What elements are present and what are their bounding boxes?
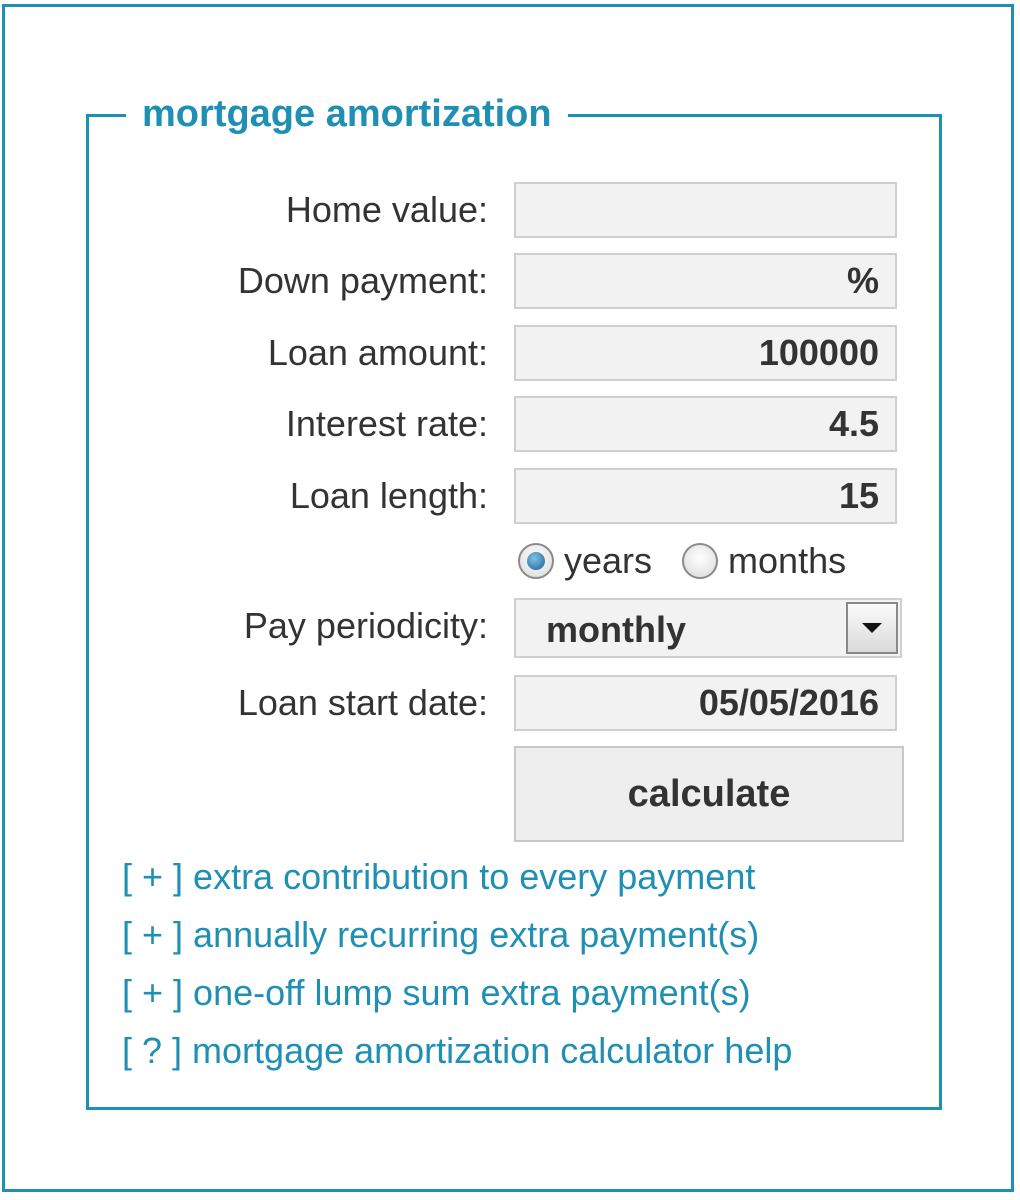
pay-periodicity-select[interactable]: [514, 598, 902, 658]
expand-icon: [ + ]: [122, 972, 184, 1013]
pay-periodicity-value: monthly: [546, 609, 686, 650]
loan-length-unit-group: [518, 536, 866, 586]
loan-length-label: Loan length:: [289, 475, 488, 516]
lump-sum-payment-link[interactable]: [122, 973, 751, 1013]
link-text: annually recurring extra payment(s): [193, 914, 760, 955]
interest-rate-label: Interest rate:: [285, 403, 488, 444]
years-radio-label[interactable]: years: [564, 540, 653, 581]
dropdown-button[interactable]: [846, 602, 898, 654]
extra-contribution-link[interactable]: [122, 857, 755, 897]
down-payment-label: Down payment:: [237, 260, 488, 301]
radio-checked-icon: [527, 552, 545, 570]
years-radio[interactable]: [518, 543, 554, 579]
months-radio[interactable]: [682, 543, 718, 579]
expand-icon: [ + ]: [122, 914, 184, 955]
chevron-down-icon: [862, 623, 882, 633]
months-radio-label[interactable]: months: [728, 540, 847, 581]
loan-amount-label: Loan amount:: [267, 332, 488, 373]
down-payment-input[interactable]: [514, 253, 897, 309]
expand-icon: [ + ]: [122, 856, 184, 897]
interest-rate-input[interactable]: [514, 396, 897, 452]
help-icon: [ ? ]: [122, 1030, 183, 1071]
link-text: mortgage amortization calculator help: [192, 1030, 793, 1071]
link-text: extra contribution to every payment: [193, 856, 756, 897]
pay-periodicity-label: Pay periodicity:: [243, 605, 488, 646]
home-value-input[interactable]: [514, 182, 897, 238]
link-text: one-off lump sum extra payment(s): [193, 972, 751, 1013]
annual-extra-payment-link[interactable]: [122, 915, 759, 955]
loan-length-input[interactable]: [514, 468, 897, 524]
panel-title: mortgage amortization: [126, 92, 568, 136]
calculator-help-link[interactable]: [122, 1031, 792, 1071]
loan-start-date-input[interactable]: [514, 675, 897, 731]
calculate-button[interactable]: calculate: [514, 746, 904, 842]
home-value-label: Home value:: [285, 189, 488, 230]
loan-amount-input[interactable]: [514, 325, 897, 381]
loan-start-date-label: Loan start date:: [237, 682, 488, 723]
